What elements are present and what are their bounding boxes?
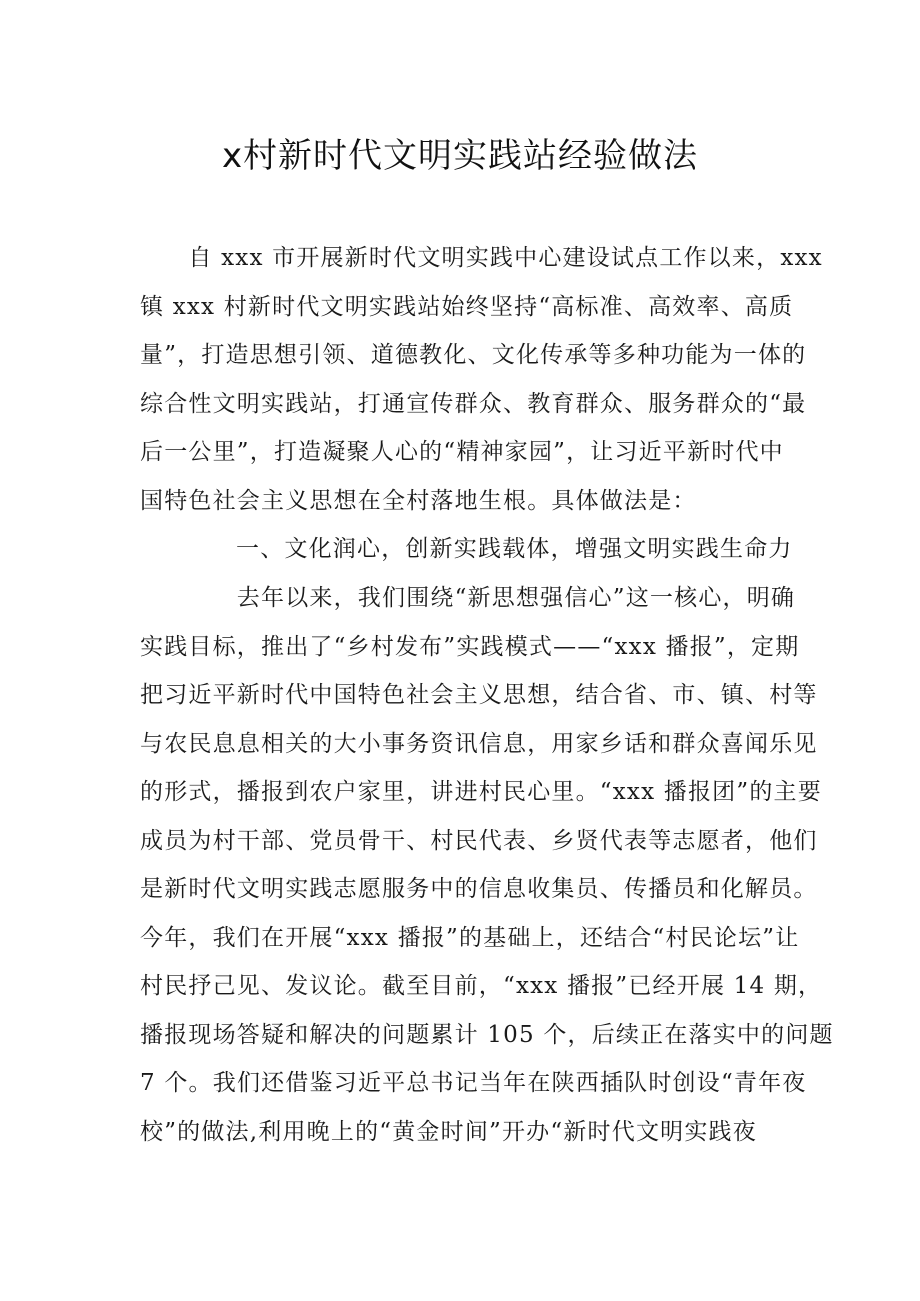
paragraph-line: 后一公里”，打造凝聚人心的“精神家园”，让习近平新时代中 (140, 439, 784, 465)
paragraph-line: 镇 xxx 村新时代文明实践站始终坚持“高标准、高效率、高质 (140, 293, 794, 320)
paragraph-line: 去年以来，我们围绕“新思想强信心”这一核心，明确 (140, 585, 796, 611)
paragraph-line: 是新时代文明实践志愿服务中的信息收集员、传播员和化解员。 (140, 876, 818, 902)
paragraph-line: 7 个。我们还借鉴习近平总书记当年在陕西插队时创设“青年夜 (140, 1070, 807, 1096)
paragraph-line: 与农民息息相关的大小事务资讯信息，用家乡话和群众喜闻乐见 (140, 730, 818, 757)
paragraph-line: 校”的做法,利用晚上的“黄金时间”开办“新时代文明实践夜 (140, 1118, 757, 1145)
paragraph-line: 把习近平新时代中国特色社会主义思想，结合省、市、镇、村等 (140, 682, 818, 708)
section-paragraph (140, 574, 834, 1156)
paragraph-line: 成员为村干部、党员骨干、村民代表、乡贤代表等志愿者，他们 (140, 827, 818, 854)
intro-paragraph (140, 234, 823, 525)
paragraph-line: 播报现场答疑和解决的问题累计 105 个，后续正在落实中的问题 (140, 1021, 834, 1048)
paragraph-line: 实践目标，推出了“乡村发布”实践模式——“xxx 播报”，定期 (140, 633, 800, 660)
paragraph-line: 量”，打造思想引领、道德教化、文化传承等多种功能为一体的 (140, 342, 807, 368)
paragraph-line: 综合性文明实践站，打通宣传群众、教育群众、服务群众的“最 (140, 390, 807, 417)
paragraph-line: 自 xxx 市开展新时代文明实践中心建设试点工作以来，xxx (140, 245, 823, 271)
section-heading-text: 一、文化润心，创新实践载体，增强文明实践生命力 (236, 536, 793, 562)
document-title: x村新时代文明实践站经验做法 (221, 136, 699, 176)
paragraph-line: 村民抒己见、发议论。截至目前，“xxx 播报”已经开展 14 期， (140, 973, 823, 999)
section-heading (236, 525, 886, 574)
paragraph-line: 的形式，播报到农户家里，讲进村民心里。“xxx 播报团”的主要 (140, 779, 822, 805)
paragraph-line: 今年，我们在开展“xxx 播报”的基础上，还结合“村民论坛”让 (140, 924, 800, 951)
paragraph-line: 国特色社会主义思想在全村落地生根。具体做法是： (140, 487, 697, 514)
